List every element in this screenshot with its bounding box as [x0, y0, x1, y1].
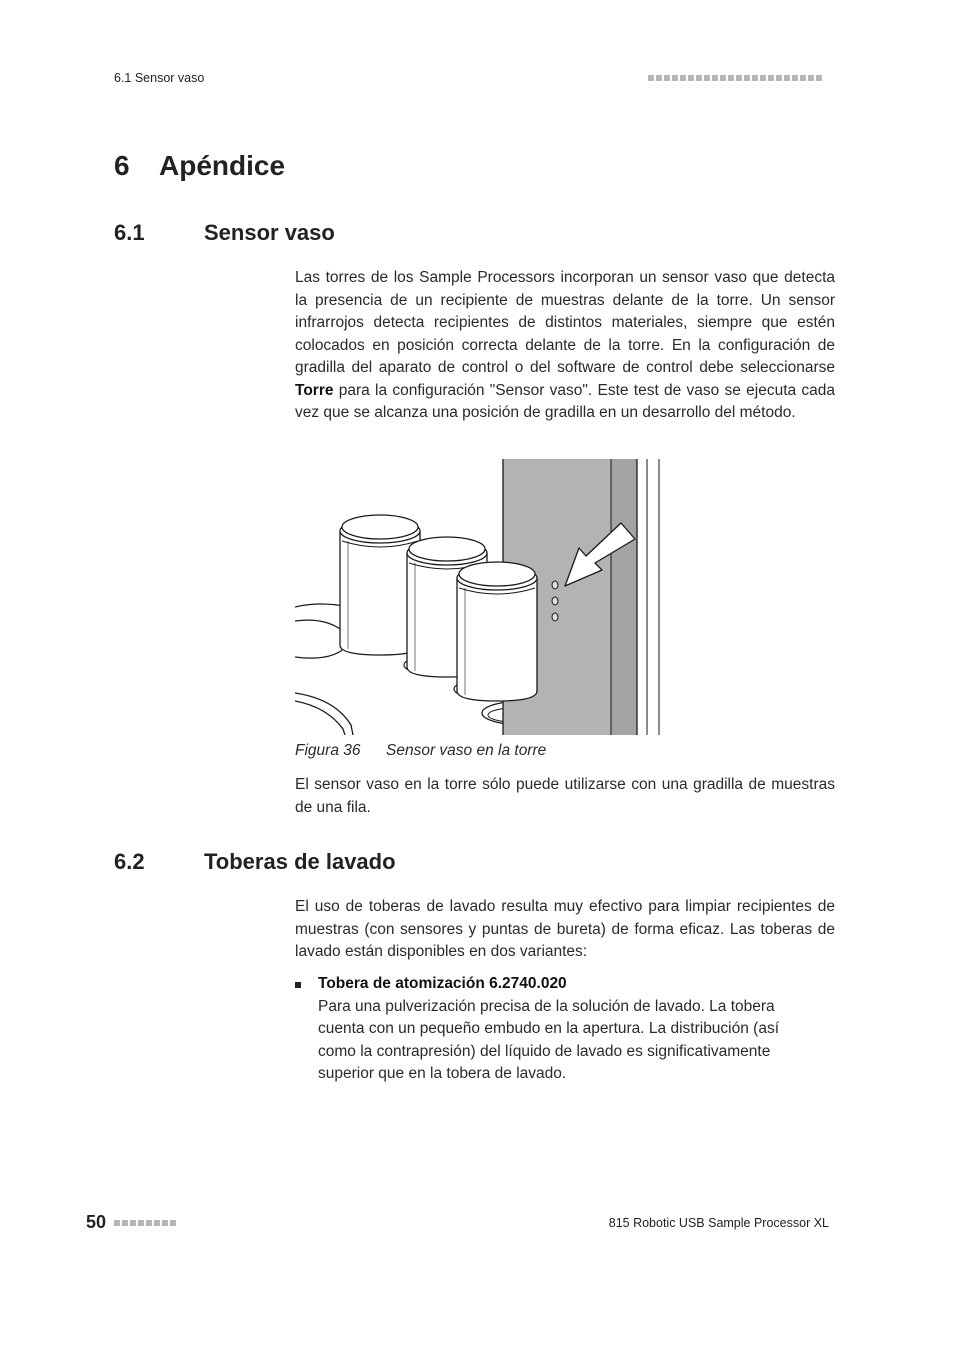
running-header: 6.1 Sensor vaso — [114, 71, 205, 85]
section-heading-6-1 — [114, 220, 335, 246]
figure-caption-text: Sensor vaso en la torre — [386, 742, 547, 759]
footer-product-name: 815 Robotic USB Sample Processor XL — [608, 1216, 829, 1230]
figure-caption — [295, 742, 546, 760]
chapter-number: 6 — [114, 150, 130, 181]
paragraph-sensor-intro — [295, 267, 835, 425]
list-item-body: Para una pulverización precisa de la solución de lavado. La tobera cuenta con un pequeño embudo en la apertura. La distribución (así como la contrapresión) del líquido de lavado es significativamente superior que en la tobera de lavado. — [318, 997, 780, 1082]
section-title: Toberas de lavado — [204, 849, 396, 874]
bullet-square-icon — [295, 982, 301, 988]
section-number: 6.2 — [114, 849, 145, 874]
figure-label: Figura 36 — [295, 742, 361, 759]
bold-term-torre: Torre — [295, 381, 334, 399]
section-number: 6.1 — [114, 220, 145, 245]
list-item-title: Tobera de atomización 6.2740.020 — [318, 975, 567, 992]
figure-sensor-illustration — [295, 459, 661, 735]
chapter-heading — [114, 150, 285, 182]
chapter-title: Apéndice — [159, 150, 286, 181]
footer-decoration — [114, 1220, 176, 1226]
text-run: Las torres de los Sample Processors incorporan un sensor vaso que detecta la presencia de un recipiente de muestras delante de la torre. Un sensor infrarrojos detecta recipientes de distintos materiales, siempre que estén colocados en posición correcta delante de la torre. En la configuración de gradilla del aparato de control o del software de control debe seleccionarse — [295, 269, 835, 376]
section-heading-6-2 — [114, 849, 396, 875]
header-decoration — [648, 75, 822, 81]
paragraph-nozzles-intro: El uso de toberas de lavado resulta muy efectivo para limpiar recipientes de muestras (con sensores y puntas de bureta) de forma eficaz. Las toberas de lavado están disponibles en dos variantes: — [295, 898, 835, 960]
page-number: 50 — [86, 1212, 107, 1232]
text-run: para la configuración "Sensor vaso". Este test de vaso se ejecuta cada vez que se alcanza una posición de gradilla en un desarrollo del método. — [295, 381, 835, 421]
paragraph-sensor-note: El sensor vaso en la torre sólo puede utilizarse con una gradilla de muestras de una fila. — [295, 776, 835, 816]
section-title: Sensor vaso — [204, 220, 335, 245]
